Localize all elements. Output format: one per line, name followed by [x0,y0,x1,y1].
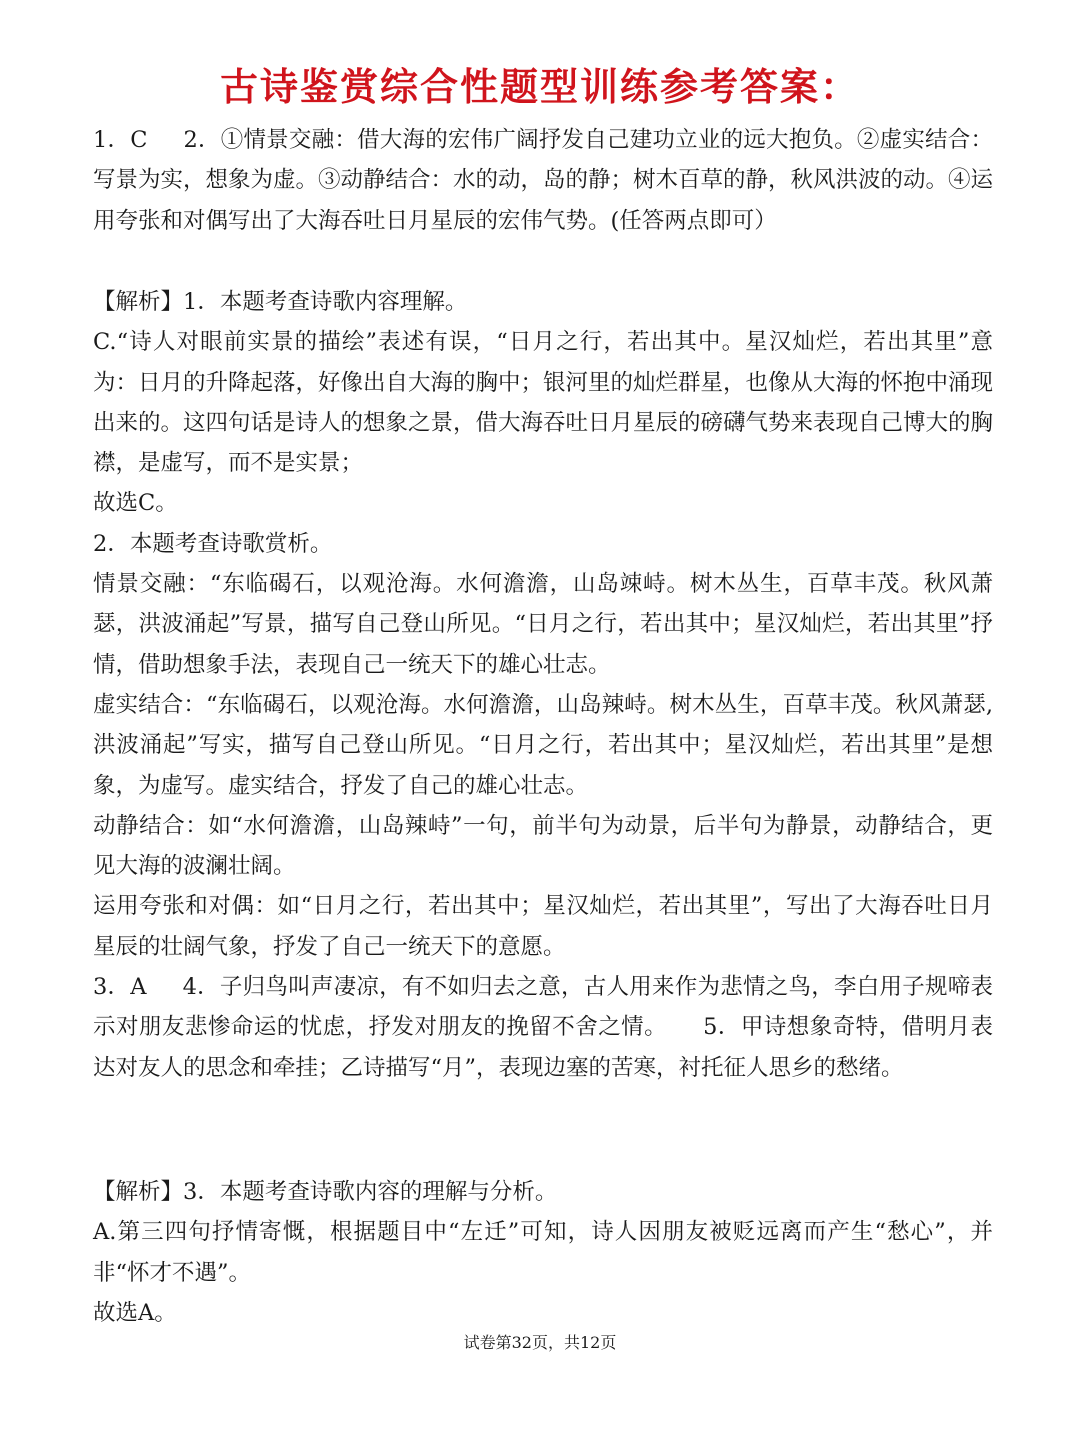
answer-q3: 3．A [93,974,147,1001]
analysis-paragraph: 故选A。 [93,1299,177,1326]
answer-paragraph [93,967,993,1088]
analysis-heading: 【解析】1．本题考查诗歌内容理解。 [93,289,468,315]
answer-q2: 2．①情景交融：借大海的宏伟广阔抒发自己建功立业的远大抱负。②虚实结合：写景为实，想象为虚。③动静结合：水的动，岛的静；树木百草的静，秋风洪波的动。④运用夸张和对偶写出了大海吞吐日月星辰的宏伟气势。(任答两点即可） [93,127,994,234]
analysis-paragraph: 动静结合：如“水何澹澹，山岛辣峙”一句，前半句为动景，后半句为静景，动静结合，更见大海的波澜壮阔。 [93,812,993,880]
answer-q5: 5．甲诗想象奇特，借明月表达对友人的思念和牵挂；乙诗描写“月”，表现边塞的苦寒，衬托征人思乡的愁绪。 [93,1014,993,1081]
analysis-paragraph: 情景交融：“东临碣石，以观沧海。水何澹澹，山岛竦峙。树木丛生，百草丰茂。秋风萧瑟，洪波涌起”写景，描写自己登山所见。“日月之行，若出其中；星汉灿烂，若出其里”抒情，借助想象手法，表现自己一统天下的雄心壮志。 [93,571,993,678]
analysis-paragraph: A.第三四句抒情寄慨，根据题目中“左迁”可知，诗人因朋友被贬远离而产生“愁心”，并非“怀才不遇”。 [93,1219,993,1286]
analysis-paragraph: C.“诗人对眼前实景的描绘”表述有误，“日月之行，若出其中。星汉灿烂，若出其里”意为：日月的升降起落，好像出自大海的胸中；银河里的灿烂群星，也像从大海的怀抱中涌现出来的。这四句话是诗人的想象之景，借大海吞吐日月星辰的磅礴气势来表现自己博大的胸襟，是虚写，而不是实景； [93,329,994,477]
answer-q4: 4．子归鸟叫声凄凉，有不如归去之意，古人用来作为悲情之鸟，李白用子规啼表示对朋友悲惨命运的忧虑，抒发对朋友的挽留不舍之情。 [93,974,993,1041]
analysis-heading: 【解析】3．本题考查诗歌内容的理解与分析。 [93,1179,558,1205]
analysis-section-1-2 [93,282,993,1088]
analysis-paragraph: 运用夸张和对偶：如“日月之行，若出其中；星汉灿烂，若出其里”，写出了大海吞吐日月星辰的壮阔气象，抒发了自己一统天下的意愿。 [93,893,993,960]
answer-paragraph [93,120,993,241]
analysis-paragraph: 虚实结合：“东临碣石，以观沧海。水何澹澹，山岛辣峙。树木丛生，百草丰茂。秋风萧瑟,洪波涌起”写实，描写自己登山所见。“日月之行，若出其中；星汉灿烂，若出其里”是想象，为虚写。虚实结合，抒发了自己的雄心壮志。 [93,691,993,799]
analysis-paragraph: 2．本题考查诗歌赏析。 [93,530,333,557]
page-title: 古诗鉴赏综合性题型训练参考答案： [219,64,860,109]
analysis-section-3 [93,1172,993,1333]
answer-q1: 1．C [93,127,148,153]
analysis-paragraph: 故选C。 [93,490,178,517]
page-footer: 试卷第32页，共12页 [463,1333,617,1352]
answers-section-1-2 [93,120,993,241]
